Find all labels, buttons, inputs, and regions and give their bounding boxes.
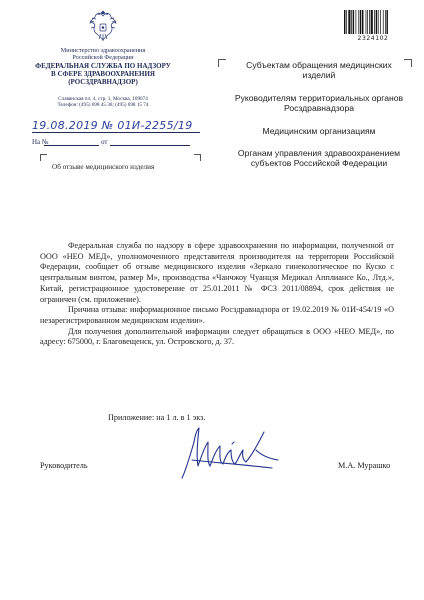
barcode-number: 2324102 — [357, 35, 389, 42]
address-line-2: Телефон: (495) 698 45 38; (495) 698 15 74 — [57, 102, 149, 109]
service-line-1: ФЕДЕРАЛЬНАЯ СЛУЖБА ПО НАДЗОРУ — [35, 62, 171, 70]
recipient-3: Медицинским организациям — [262, 125, 376, 136]
barcode-bar — [383, 10, 384, 34]
barcode-bar — [348, 10, 350, 34]
barcode-bar — [378, 10, 379, 34]
service-line-3: (РОСЗДРАВНАДЗОР) — [68, 78, 138, 86]
recipient-2: Руководителям территориальных органов Росздравнадзора — [234, 92, 404, 114]
recipients-corner-left — [218, 59, 226, 67]
body-paragraph-3: Для получения дополнительной информации следует обращаться в ООО «НЕО МЕД», по адресу: 675000, г. Благовещенск, ул. Островского, д. 37. — [40, 326, 394, 347]
signatory-name: М.А. Мурашко — [338, 461, 391, 470]
sender-address — [14, 96, 192, 108]
letter-subject: Об отзыве медицинского изделия — [52, 163, 155, 171]
attachment-note: Приложение: на 1 л. в 1 экз. — [108, 413, 206, 422]
barcode-bar — [358, 10, 359, 34]
ministry-line-2: Российской Федерации — [72, 54, 134, 61]
registration-date-number: 19.08.2019 № 01И-2255/19 — [32, 119, 193, 132]
letter-body — [40, 241, 394, 348]
barcode-bar — [386, 10, 387, 34]
barcode-bar — [376, 10, 377, 34]
service-line-2: В СФЕРЕ ЗДРАВООХРАНЕНИЯ — [51, 70, 155, 78]
signatory-role: Руководитель — [40, 461, 88, 470]
handwritten-signature-icon — [168, 420, 283, 492]
barcode-bar — [385, 10, 386, 34]
barcode-bar — [367, 10, 368, 34]
barcode-bar — [371, 10, 373, 34]
date-underline — [32, 132, 200, 133]
barcode-bar — [356, 10, 357, 34]
reference-date-label: от — [101, 138, 108, 146]
subject-corner-right — [194, 154, 201, 161]
barcode-bar — [344, 10, 345, 34]
recipient-1: Субъектам обращения медицинских изделий — [246, 60, 392, 81]
ministry-line-1: Министерство здравоохранения — [60, 47, 146, 54]
coat-of-arms-icon — [88, 10, 118, 44]
barcode-bar — [346, 10, 347, 34]
barcode-bar — [360, 10, 361, 34]
barcode-icon — [344, 10, 402, 34]
service-name — [14, 62, 192, 86]
reference-number-label: На № — [32, 138, 49, 146]
reference-date-line — [110, 145, 190, 146]
recipient-4: Органам управления здравоохранением субъектов Российской Федерации — [237, 148, 401, 169]
barcode-bar — [369, 10, 370, 34]
reference-number-line — [44, 145, 99, 146]
ministry-name — [14, 47, 192, 61]
barcode-bar — [374, 10, 375, 34]
subject-corner-left — [40, 154, 47, 161]
barcode-bar — [351, 10, 352, 34]
body-paragraph-1: Федеральная служба по надзору в сфере здравоохранения по информации, полученной от ООО «НЕО МЕД», уполномоченного представителя производителя на территории Российской Федерации, сообщает об отзыве медицинского изделия «Зеркало гинекологическое по Куско с центральным винтом, размер M», производства «Чанчжоу Чуанцзя Медикал Апплиансе Ко., Лтд.», Китай, регистрационное удостоверение от 25.01.2011 № ФСЗ 2011/08894, срок действия не ограничен (см. приложение). — [40, 241, 394, 304]
address-line-1: Славянская пл. 4, стр. 1, Москва, 109074 — [58, 96, 148, 102]
barcode-bar — [353, 10, 354, 34]
barcode-bar — [380, 10, 381, 34]
body-paragraph-2: Причина отзыва: информационное письмо Росздравнадзора от 19.02.2019 № 01И-454/19 «О незарегистрированном медицинском изделии». — [40, 305, 394, 325]
barcode-bar — [362, 10, 363, 34]
recipients-block — [230, 60, 408, 181]
barcode-bar — [366, 10, 367, 34]
